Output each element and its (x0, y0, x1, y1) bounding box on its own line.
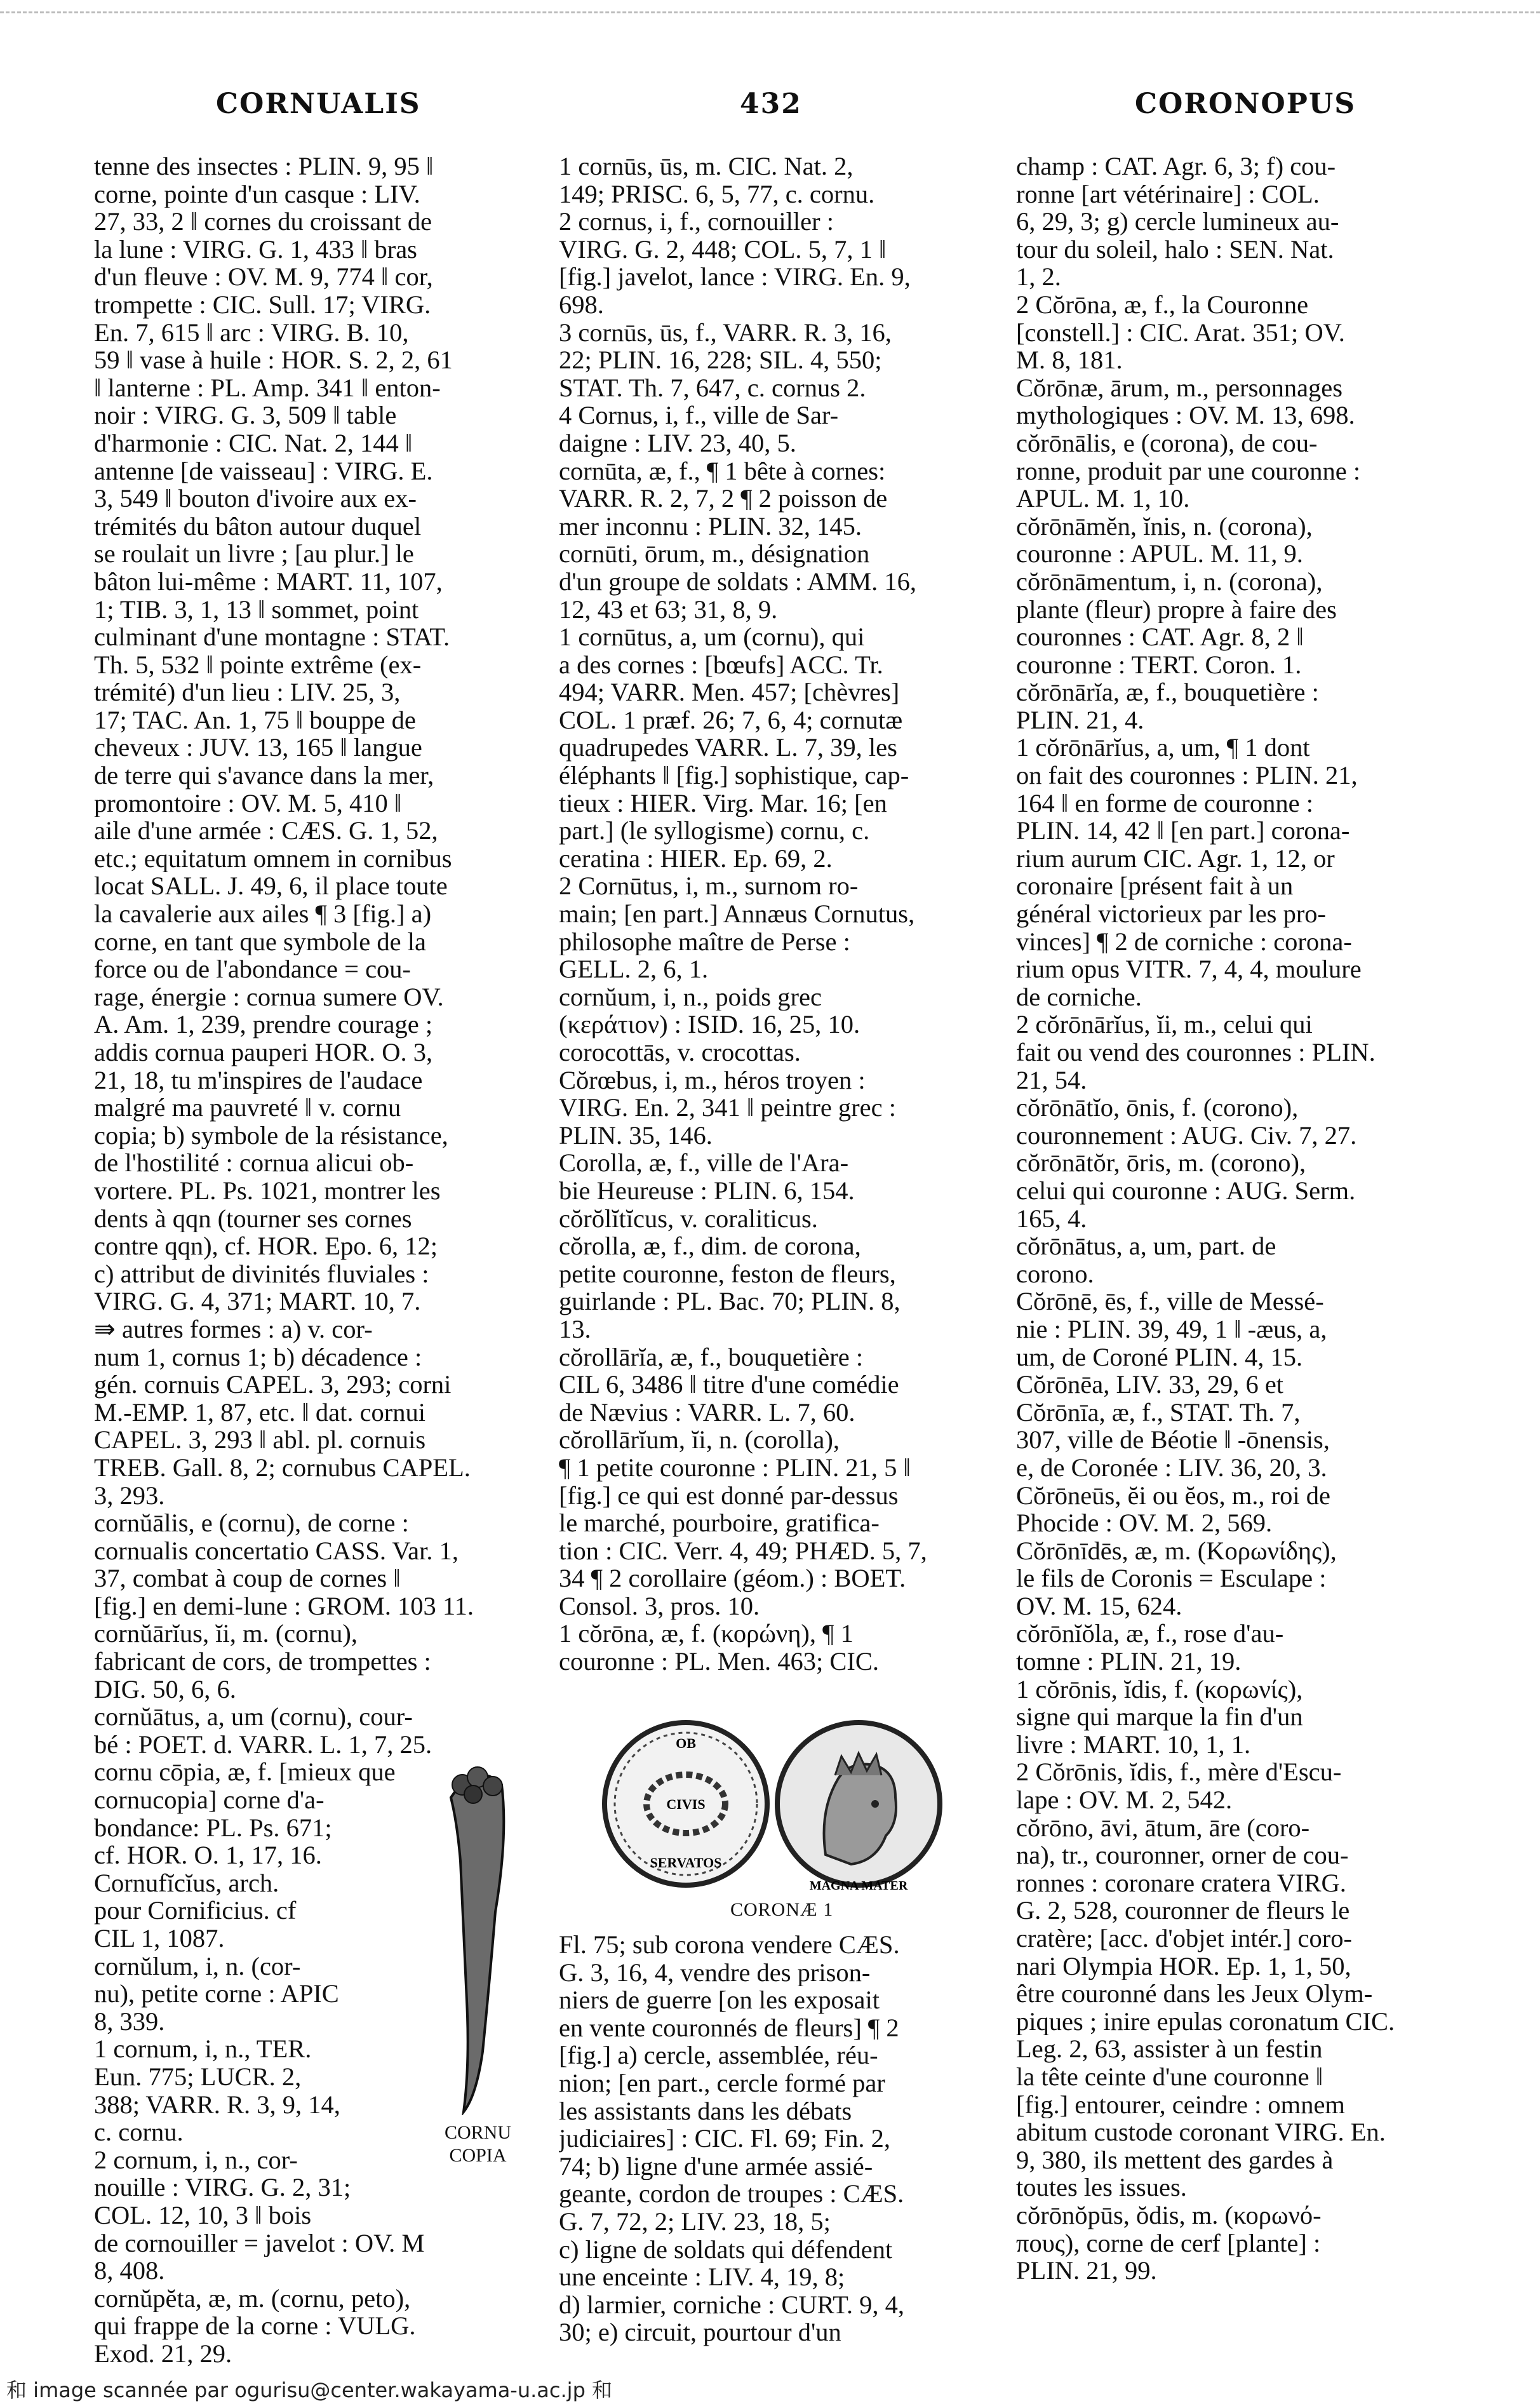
text-line: COL. 1 præf. 26; 7, 6, 4; cornutæ (559, 706, 903, 734)
text-line: toutes les issues. (1016, 2174, 1187, 2201)
text-line: bé : POET. d. VARR. L. 1, 7, 25. (94, 1730, 432, 1759)
text-line: M. 8, 181. (1016, 346, 1123, 374)
text-line: d'un fleuve : OV. M. 9, 774 ‖ cor, (94, 263, 433, 291)
text-line: cŏrolla, æ, f., dim. de corona, (559, 1232, 861, 1260)
text-line: 74; b) ligne d'une armée assié- (559, 2152, 873, 2181)
text-line: général victorieux par les pro- (1016, 900, 1327, 928)
text-line: tion : CIC. Verr. 4, 49; PHÆD. 5, 7, (559, 1536, 927, 1565)
text-column-3 (1016, 152, 1454, 2285)
text-line: une enceinte : LIV. 4, 19, 8; (559, 2263, 845, 2291)
text-line: G. 2, 528, couronner de fleurs le (1016, 1897, 1350, 1925)
text-line: [fig.] ce qui est donné par-dessus (559, 1481, 899, 1510)
text-line: trémités du bâton autour duquel (94, 512, 422, 541)
text-line: cŏrōnārĭa, æ, f., bouquetière : (1016, 678, 1319, 706)
coin-left-top-text: OB (676, 1735, 696, 1751)
text-line: num 1, cornus 1; b) décadence : (94, 1343, 422, 1371)
text-line: corocottās, v. crocottas. (559, 1038, 801, 1066)
text-line: couronnes : CAT. Agr. 8, 2 ‖ (1016, 623, 1304, 651)
text-line: ¶ 1 petite couronne : PLIN. 21, 5 ‖ (559, 1453, 911, 1482)
text-line: 59 ‖ vase à huile : HOR. S. 2, 2, 61 (94, 346, 453, 374)
text-line: 2 cornus, i, f., cornouiller : (559, 208, 834, 236)
text-line: 27, 33, 2 ‖ cornes du croissant de (94, 208, 432, 236)
text-line: contre qqn), cf. HOR. Epo. 6, 12; (94, 1232, 438, 1260)
text-line: tomne : PLIN. 21, 19. (1016, 1648, 1242, 1676)
text-line: plante (fleur) propre à faire des (1016, 595, 1337, 624)
text-line: 1 cŏrōnārĭus, a, um, ¶ 1 dont (1016, 734, 1310, 762)
text-line: trompette : CIC. Sull. 17; VIRG. (94, 290, 431, 319)
text-line: tenne des insectes : PLIN. 9, 95 ‖ (94, 152, 434, 180)
text-line: cŏrōnŏpūs, ŏdis, m. (κορωνό- (1016, 2201, 1322, 2229)
text-line: nouille : VIRG. G. 2, 31; (94, 2174, 351, 2201)
text-line: cŏrōnātus, a, um, part. de (1016, 1232, 1276, 1260)
text-line: 165, 4. (1016, 1204, 1087, 1233)
text-line: cratère; [acc. d'objet intér.] coro- (1016, 1925, 1352, 1952)
text-line: on fait des couronnes : PLIN. 21, (1016, 762, 1358, 790)
text-line: cŏrōnāmentum, i, n. (corona), (1016, 567, 1323, 596)
text-line: nie : PLIN. 39, 49, 1 ‖ -æus, a, (1016, 1315, 1327, 1343)
text-line: cornŭum, i, n., poids grec (559, 983, 822, 1011)
text-line: de l'hostilité : cornua alicui ob- (94, 1149, 414, 1177)
text-line: CIL 1, 1087. (94, 1925, 225, 1952)
text-line: Corolla, æ, f., ville de l'Ara- (559, 1149, 849, 1177)
text-line: cornŭpĕta, æ, m. (cornu, peto), (94, 2284, 411, 2313)
text-line: Consol. 3, pros. 10. (559, 1592, 760, 1620)
text-line: A. Am. 1, 239, prendre courage ; (94, 1011, 433, 1038)
cornucopia-caption (445, 2121, 511, 2167)
text-line: cornūti, ōrum, m., désignation (559, 540, 870, 568)
coin-caption: CORONÆ 1 (730, 1899, 834, 1920)
text-line: 21, 54. (1016, 1066, 1087, 1094)
text-line: cornŭlum, i, n. (cor- (94, 1952, 301, 1980)
text-line: 2 Cornūtus, i, m., surnom ro- (559, 872, 859, 901)
text-line: en vente couronnés de fleurs] ¶ 2 (559, 2013, 899, 2042)
text-line: aile d'une armée : CÆS. G. 1, 52, (94, 817, 438, 845)
text-line: VIRG. G. 4, 371; MART. 10, 7. (94, 1287, 421, 1315)
text-line: signe qui marque la fin d'un (1016, 1703, 1303, 1731)
text-line: vortere. PL. Ps. 1021, montrer les (94, 1176, 441, 1205)
text-line: ronne, produit par une couronne : (1016, 457, 1361, 485)
text-line: corono. (1016, 1260, 1094, 1288)
text-line: cŏrōnātĭo, ōnis, f. (corono), (1016, 1094, 1299, 1122)
text-line: celui qui couronne : AUG. Serm. (1016, 1176, 1356, 1205)
text-line: fabricant de cors, de trompettes : (94, 1648, 431, 1676)
text-line: nari Olympia HOR. Ep. 1, 1, 50, (1016, 1952, 1351, 1980)
text-line: G. 3, 16, 4, vendre des prison- (559, 1958, 871, 1987)
text-line: Cŏrōnæ, ārum, m., personnages (1016, 373, 1343, 402)
text-line: En. 7, 615 ‖ arc : VIRG. B. 10, (94, 318, 409, 347)
text-line: couronnement : AUG. Civ. 7, 27. (1016, 1121, 1357, 1150)
text-line: 9, 380, ils mettent des gardes à (1016, 2146, 1334, 2174)
text-line: 17; TAC. An. 1, 75 ‖ bouppe de (94, 706, 416, 734)
text-line: 22; PLIN. 16, 228; SIL. 4, 550; (559, 346, 882, 374)
text-line: cornūta, æ, f., ¶ 1 bête à cornes: (559, 457, 886, 485)
text-line: judiciaires] : CIC. Fl. 69; Fin. 2, (559, 2125, 890, 2153)
text-line: cf. HOR. O. 1, 17, 16. (94, 1841, 322, 1869)
text-line: [fig.] a) cercle, assemblée, réu- (559, 2041, 878, 2069)
text-line: ronne [art vétérinaire] : COL. (1016, 180, 1320, 208)
text-line: abitum custode coronant VIRG. En. (1016, 2118, 1386, 2146)
text-line: πους), corne de cerf [plante] : (1016, 2229, 1321, 2257)
coin-left-bottom-text: SERVATOS (650, 1855, 722, 1871)
text-line: GELL. 2, 6, 1. (559, 955, 709, 983)
text-line: main; [en part.] Annæus Cornutus, (559, 900, 915, 928)
page-number: 432 (740, 88, 802, 120)
text-line: [fig.] entourer, ceindre : omnem (1016, 2090, 1345, 2119)
text-column-2-bottom (559, 1931, 981, 2346)
text-line: um, de Coroné PLIN. 4, 15. (1016, 1343, 1303, 1371)
text-line: couronne : PL. Men. 463; CIC. (559, 1648, 879, 1676)
text-line: d'harmonie : CIC. Nat. 2, 144 ‖ (94, 429, 413, 457)
text-column-2 (559, 152, 981, 1676)
text-line: cornu cōpia, æ, f. [mieux que (94, 1758, 396, 1787)
text-line: [constell.] : CIC. Arat. 351; OV. (1016, 318, 1345, 347)
text-line: Exod. 21, 29. (94, 2339, 232, 2368)
text-line: bâton lui-même : MART. 11, 107, (94, 567, 443, 596)
text-line: APUL. M. 1, 10. (1016, 485, 1190, 513)
text-line: champ : CAT. Agr. 6, 3; f) cou- (1016, 152, 1336, 180)
text-line: ceratina : HIER. Ep. 69, 2. (559, 844, 833, 873)
text-line: 1 cŏrōna, æ, f. (κορώνη), ¶ 1 (559, 1620, 854, 1648)
text-line: c. cornu. (94, 2118, 184, 2146)
text-line: addis cornua pauperi HOR. O. 3, (94, 1038, 433, 1066)
running-head-left: CORNUALIS (216, 88, 421, 120)
text-line: Cŏrōnēa, LIV. 33, 29, 6 et (1016, 1371, 1284, 1399)
text-line: force ou de l'abondance = cou- (94, 955, 412, 983)
cornucopia-caption-line2: COPIA (449, 2145, 507, 2166)
text-line: malgré ma pauvreté ‖ v. cornu (94, 1094, 401, 1122)
text-line: ⇛ autres formes : a) v. cor- (94, 1315, 373, 1343)
text-line: nion; [en part., cercle formé par (559, 2069, 885, 2097)
text-line: Fl. 75; sub corona vendere CÆS. (559, 1931, 900, 1959)
text-line: rage, énergie : cornua sumere OV. (94, 983, 444, 1011)
text-line: copia; b) symbole de la résistance, (94, 1121, 448, 1150)
text-line: 13. (559, 1315, 591, 1343)
text-line: 1 cŏrōnis, ĭdis, f. (κορωνίς), (1016, 1675, 1303, 1704)
text-line: tour du soleil, halo : SEN. Nat. (1016, 235, 1334, 264)
text-line: 3, 293. (94, 1481, 165, 1510)
text-line: cŏrollārĭum, ĭi, n. (corolla), (559, 1426, 840, 1454)
text-line: PLIN. 35, 146. (559, 1121, 713, 1150)
text-line: c) attribut de divinités fluviales : (94, 1260, 429, 1288)
text-line: 21, 18, tu m'inspires de l'audace (94, 1066, 423, 1094)
text-line: PLIN. 14, 42 ‖ [en part.] corona- (1016, 817, 1350, 845)
text-line: philosophe maître de Perse : (559, 927, 850, 956)
text-line: 8, 339. (94, 2007, 165, 2036)
text-line: VIRG. En. 2, 341 ‖ peintre grec : (559, 1094, 896, 1122)
text-line: bie Heureuse : PLIN. 6, 154. (559, 1176, 855, 1205)
text-line: na), tr., couronner, orner de cou- (1016, 1841, 1349, 1869)
text-line: Cŏrōnē, ēs, f., ville de Messé- (1016, 1287, 1324, 1315)
text-line: G. 7, 72, 2; LIV. 23, 18, 5; (559, 2207, 831, 2236)
text-line: 6, 29, 3; g) cercle lumineux au- (1016, 208, 1339, 236)
text-line: 3 cornūs, ūs, f., VARR. R. 3, 16, (559, 318, 892, 347)
text-line: mythologiques : OV. M. 13, 698. (1016, 401, 1355, 429)
text-line: M.-EMP. 1, 87, etc. ‖ dat. cornui (94, 1398, 426, 1427)
text-line: d'un groupe de soldats : AMM. 16, (559, 567, 917, 596)
text-line: le marché, pourboire, gratifica- (559, 1509, 880, 1537)
text-line: 494; VARR. Men. 457; [chèvres] (559, 678, 900, 706)
text-line: CAPEL. 3, 293 ‖ abl. pl. cornuis (94, 1426, 426, 1454)
text-line: 1 cornum, i, n., TER. (94, 2035, 312, 2063)
text-line: mer inconnu : PLIN. 32, 145. (559, 512, 862, 541)
text-line: pour Cornificius. cf (94, 1897, 297, 1925)
text-line: gén. cornuis CAPEL. 3, 293; corni (94, 1371, 452, 1399)
text-line: couronne : APUL. M. 11, 9. (1016, 540, 1303, 568)
text-line: Cornufĭcĭus, arch. (94, 1869, 279, 1897)
text-line: le fils de Coronis = Esculape : (1016, 1564, 1327, 1592)
text-line: 164 ‖ en forme de couronne : (1016, 789, 1313, 817)
text-line: livre : MART. 10, 1, 1. (1016, 1730, 1251, 1759)
text-line: daigne : LIV. 23, 40, 5. (559, 429, 796, 457)
text-line: trémité) d'un lieu : LIV. 25, 3, (94, 678, 401, 706)
top-dashed-rule (0, 11, 1540, 15)
text-line: VIRG. G. 2, 448; COL. 5, 7, 1 ‖ (559, 235, 887, 264)
text-line: ronnes : coronare cratera VIRG. (1016, 1869, 1346, 1897)
running-head-right: CORONOPUS (1134, 88, 1356, 120)
text-line: quadrupedes VARR. L. 7, 39, les (559, 734, 897, 762)
text-line: rium opus VITR. 7, 4, 4, moulure (1016, 955, 1362, 983)
text-line: 37, combat à coup de cornes ‖ (94, 1564, 401, 1592)
cornucopia-illustration (438, 1759, 514, 2115)
text-line: guirlande : PL. Bac. 70; PLIN. 8, (559, 1287, 901, 1315)
text-line: 2 cŏrōnārĭus, ĭi, m., celui qui (1016, 1011, 1313, 1038)
text-line: 34 ¶ 2 corollaire (géom.) : BOET. (559, 1564, 906, 1592)
text-line: 2 cornum, i, n., cor- (94, 2146, 298, 2174)
text-line: cornŭātus, a, um (cornu), cour- (94, 1703, 413, 1731)
text-line: e, de Coronée : LIV. 36, 20, 3. (1016, 1453, 1327, 1482)
text-line: de cornouiller = javelot : OV. M (94, 2229, 425, 2257)
text-line: Eun. 775; LUCR. 2, (94, 2062, 302, 2091)
text-line: d) larmier, corniche : CURT. 9, 4, (559, 2290, 905, 2319)
text-line: VARR. R. 2, 7, 2 ¶ 2 poisson de (559, 485, 888, 513)
text-line: cornŭārĭus, ĭi, m. (cornu), (94, 1620, 358, 1648)
text-line: (κεράτιον) : ISID. 16, 25, 10. (559, 1011, 860, 1038)
text-line: piques ; inire epulas coronatum CIC. (1016, 2007, 1395, 2036)
text-line: corne, pointe d'un casque : LIV. (94, 180, 420, 208)
text-line: qui frappe de la corne : VULG. (94, 2312, 416, 2340)
text-line: cŏrōnātŏr, ōris, m. (corono), (1016, 1149, 1306, 1177)
text-line: PLIN. 21, 4. (1016, 706, 1144, 734)
text-line: cŏrōnĭŏla, æ, f., rose d'au- (1016, 1620, 1284, 1648)
text-line: Cŏrōnīdēs, æ, m. (Κορωνίδης), (1016, 1536, 1337, 1565)
text-line: DIG. 50, 6, 6. (94, 1675, 236, 1704)
coin-right (777, 1723, 940, 1893)
coin-left-middle-text: CIVIS (666, 1796, 706, 1812)
text-line: vinces] ¶ 2 de corniche : corona- (1016, 927, 1352, 956)
text-line: [fig.] en demi-lune : GROM. 103 11. (94, 1592, 474, 1620)
text-line: cornŭālis, e (cornu), de corne : (94, 1509, 409, 1537)
text-line: fait ou vend des couronnes : PLIN. (1016, 1038, 1376, 1066)
text-line: Phocide : OV. M. 2, 569. (1016, 1509, 1273, 1537)
text-line: être couronné dans les Jeux Olym- (1016, 1980, 1373, 2008)
text-line: cornualis concertatio CASS. Var. 1, (94, 1536, 459, 1565)
text-line: STAT. Th. 7, 647, c. cornus 2. (559, 373, 866, 402)
text-line: petite couronne, feston de fleurs, (559, 1260, 896, 1288)
text-line: c) ligne de soldats qui défendent (559, 2235, 893, 2264)
text-line: 388; VARR. R. 3, 9, 14, (94, 2090, 340, 2119)
text-line: les assistants dans les débats (559, 2097, 852, 2125)
text-line: etc.; equitatum omnem in cornibus (94, 844, 452, 873)
text-line: 30; e) circuit, pourtour d'un (559, 2318, 841, 2346)
text-line: niers de guerre [on les exposait (559, 1986, 880, 2014)
text-line: antenne [de vaisseau] : VIRG. E. (94, 457, 433, 485)
text-line: 2 Cŏrōnis, ĭdis, f., mère d'Escu- (1016, 1758, 1342, 1787)
text-line: 1; TIB. 3, 1, 13 ‖ sommet, point (94, 595, 419, 624)
coronae-coins-illustration (597, 1709, 946, 1899)
text-line: 307, ville de Béotie ‖ -ōnensis, (1016, 1426, 1330, 1454)
text-line: 1 cornūs, ūs, m. CIC. Nat. 2, (559, 152, 854, 180)
text-line: 2 Cŏrōna, æ, f., la Couronne (1016, 290, 1309, 319)
text-line: éléphants ‖ [fig.] sophistique, cap- (559, 762, 909, 790)
coin-left (605, 1723, 767, 1885)
text-line: tieux : HIER. Virg. Mar. 16; [en (559, 789, 887, 817)
text-line: cheveux : JUV. 13, 165 ‖ langue (94, 734, 422, 762)
text-line: 149; PRISC. 6, 5, 77, c. cornu. (559, 180, 875, 208)
text-line: Th. 5, 532 ‖ pointe extrême (ex- (94, 650, 422, 679)
text-line: PLIN. 21, 99. (1016, 2257, 1157, 2285)
text-line: cŏrŏlĭtĭcus, v. coraliticus. (559, 1204, 818, 1233)
text-line: locat SALL. J. 49, 6, il place toute (94, 872, 448, 901)
text-line: Cŏrōnīa, æ, f., STAT. Th. 7, (1016, 1398, 1301, 1427)
text-line: nu), petite corne : APIC (94, 1980, 339, 2008)
text-line: lape : OV. M. 2, 542. (1016, 1786, 1233, 1814)
text-line: COL. 12, 10, 3 ‖ bois (94, 2201, 312, 2229)
text-line: Leg. 2, 63, assister à un festin (1016, 2035, 1323, 2063)
text-line: 4 Cornus, i, f., ville de Sar- (559, 401, 839, 429)
text-line: 1, 2. (1016, 263, 1061, 291)
text-line: 3, 549 ‖ bouton d'ivoire aux ex- (94, 485, 417, 513)
text-line: Cŏrœbus, i, m., héros troyen : (559, 1066, 866, 1094)
text-line: de corniche. (1016, 983, 1142, 1011)
coin-right-legend: MAGNA MATER (809, 1879, 908, 1893)
text-line: cŏrōno, āvi, ātum, āre (coro- (1016, 1813, 1310, 1842)
text-line: OV. M. 15, 624. (1016, 1592, 1182, 1620)
text-line: a des cornes : [bœufs] ACC. Tr. (559, 650, 883, 679)
text-line: couronne : TERT. Coron. 1. (1016, 650, 1302, 679)
text-line: [fig.] javelot, lance : VIRG. En. 9, (559, 263, 911, 291)
text-line: cŏrollārĭa, æ, f., bouquetière : (559, 1343, 864, 1371)
text-line: de Nævius : VARR. L. 7, 60. (559, 1398, 855, 1427)
text-line: de terre qui s'avance dans la mer, (94, 762, 434, 790)
text-line: cornucopia] corne d'a- (94, 1786, 325, 1814)
text-line: promontoire : OV. M. 5, 410 ‖ (94, 789, 402, 817)
text-line: corne, en tant que symbole de la (94, 927, 426, 956)
text-line: 12, 43 et 63; 31, 8, 9. (559, 595, 778, 624)
text-line: ‖ lanterne : PL. Amp. 341 ‖ enton- (94, 373, 441, 402)
text-line: la cavalerie aux ailes ¶ 3 [fig.] a) (94, 900, 432, 928)
text-line: cŏrōnāmĕn, ĭnis, n. (corona), (1016, 512, 1313, 541)
text-line: part.] (le syllogisme) cornu, c. (559, 817, 870, 845)
text-line: la tête ceinte d'une couronne ‖ (1016, 2062, 1323, 2091)
scan-credit-footer: 和 image scannée par ogurisu@center.wakayama-u.ac.jp 和 (0, 2374, 1540, 2406)
text-line: rium aurum CIC. Agr. 1, 12, or (1016, 844, 1335, 873)
text-line: 1 cornūtus, a, um (cornu), qui (559, 623, 865, 651)
text-line: bondance: PL. Ps. 671; (94, 1813, 332, 1842)
text-line: se roulait un livre ; [au plur.] le (94, 540, 414, 568)
text-line: CIL 6, 3486 ‖ titre d'une comédie (559, 1371, 899, 1399)
text-line: culminant d'une montagne : STAT. (94, 623, 450, 651)
text-line: Cŏrōneūs, ĕi ou ĕos, m., roi de (1016, 1481, 1330, 1510)
text-line: 698. (559, 290, 604, 319)
text-line: dents à qqn (tourner ses cornes (94, 1204, 412, 1233)
text-line: TREB. Gall. 8, 2; cornubus CAPEL. (94, 1453, 471, 1482)
text-line: la lune : VIRG. G. 1, 433 ‖ bras (94, 235, 417, 264)
text-line: geante, cordon de troupes : CÆS. (559, 2180, 904, 2208)
text-line: 8, 408. (94, 2257, 165, 2285)
text-line: cŏrōnālis, e (corona), de cou- (1016, 429, 1318, 457)
text-line: noir : VIRG. G. 3, 509 ‖ table (94, 401, 397, 429)
cornucopia-caption-line1: CORNU (445, 2122, 512, 2143)
text-line: coronaire [présent fait à un (1016, 872, 1294, 901)
